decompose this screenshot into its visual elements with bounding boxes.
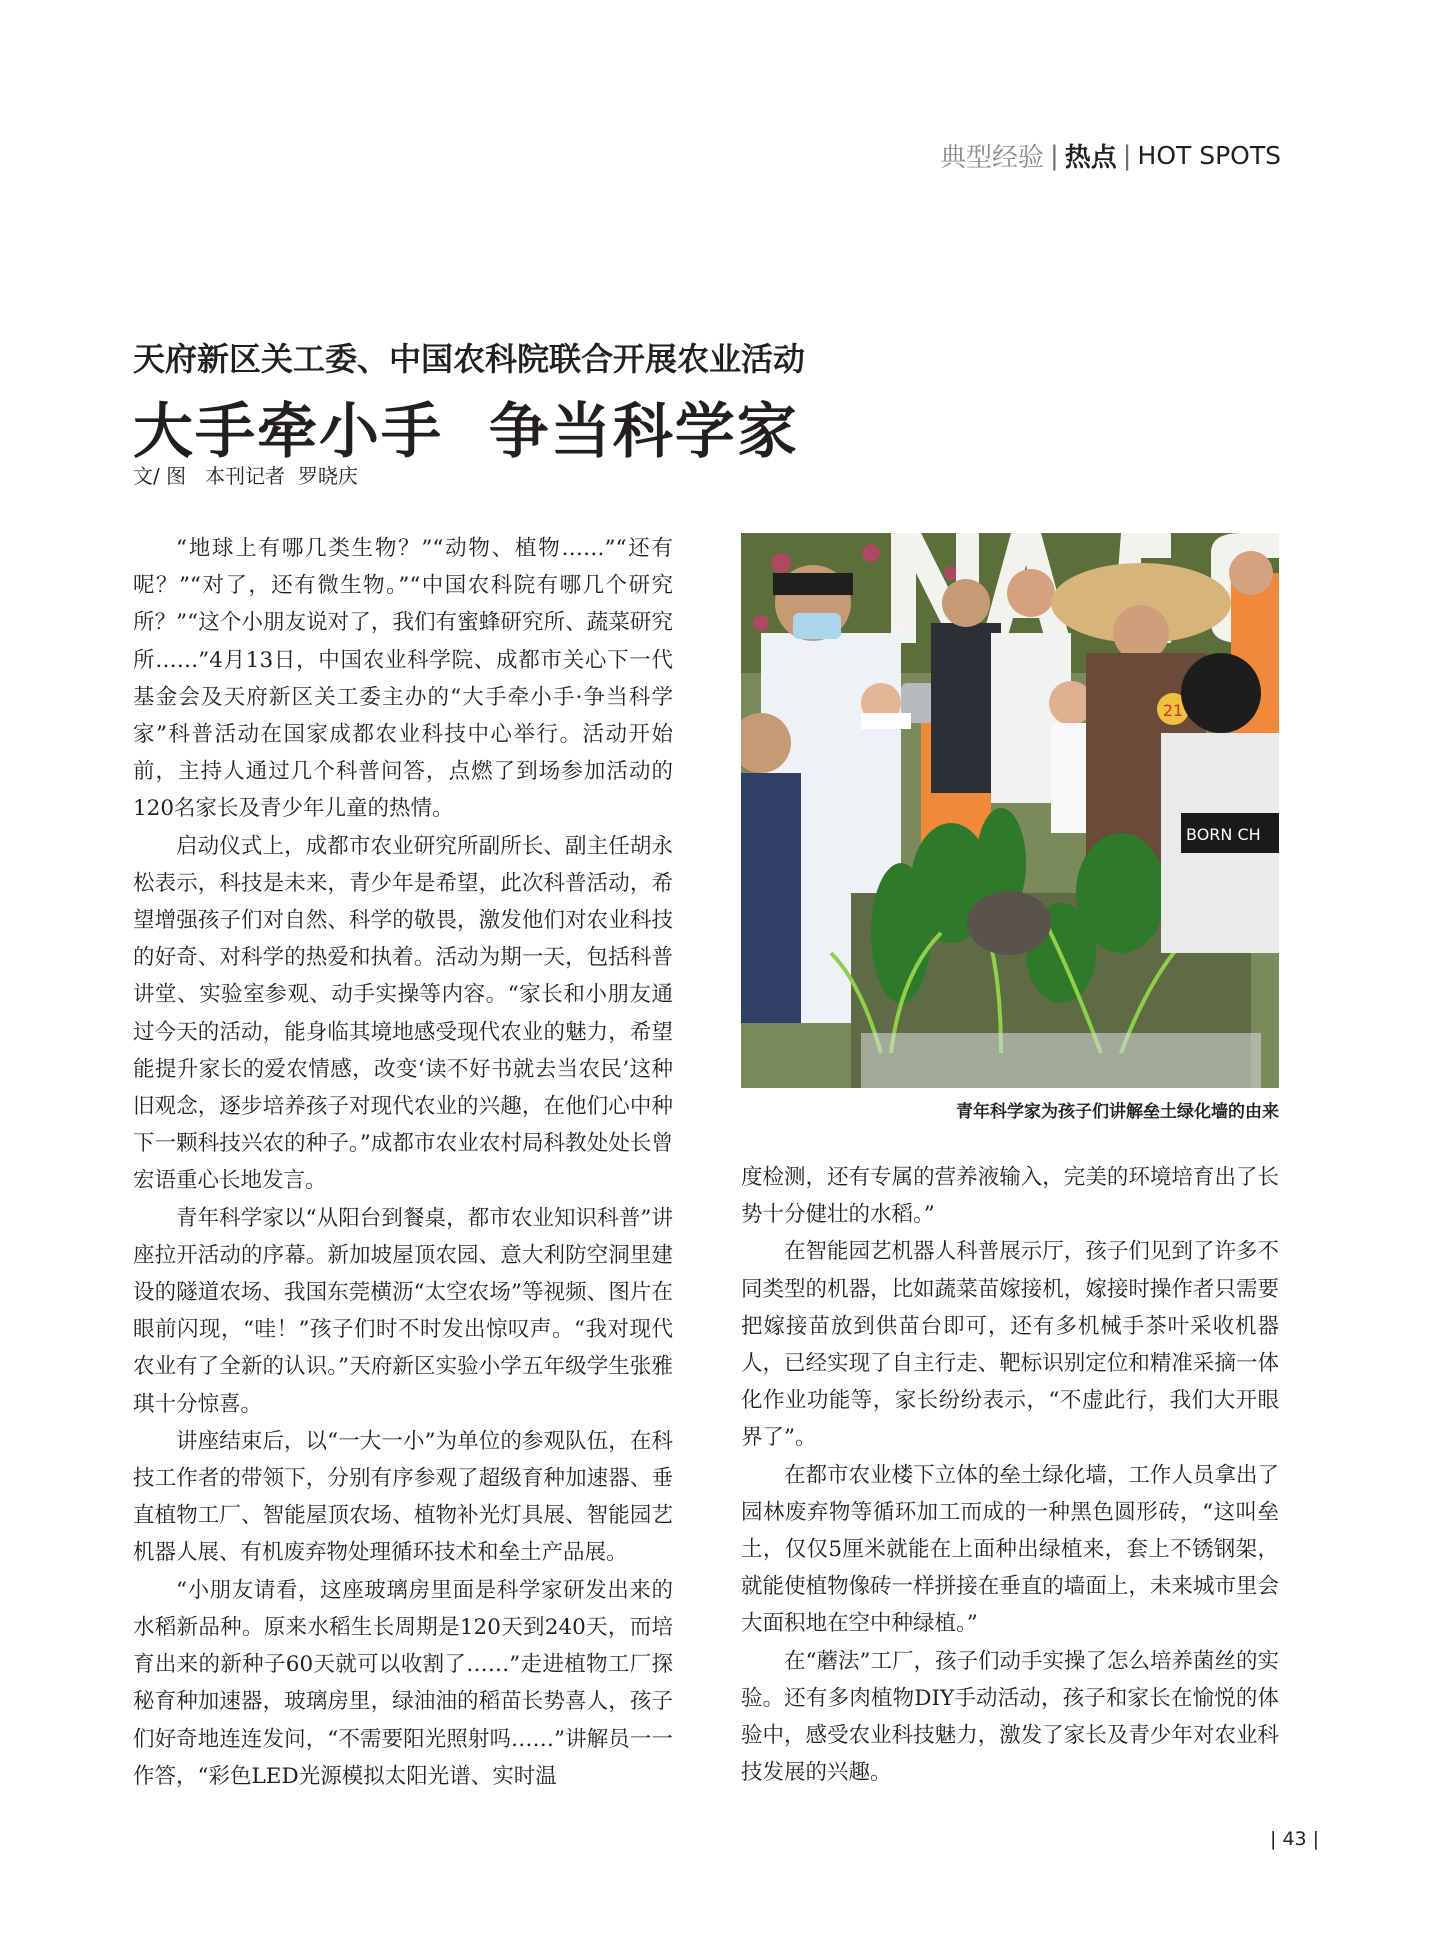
paragraph: “小朋友请看，这座玻璃房里面是科学家研发出来的水稻新品种。原来水稻生长周期是120天到240天，而培育出来的新种子60天就可以收割了……”走进植物工厂探秘育种加速器，玻璃房里，绿油油的稻苗长势喜人，孩子们好奇地连连发问，“不需要阳光照射吗……”讲解员一一作答，“彩色LED光源模拟太阳光谱、实时温 [133, 1577, 673, 1789]
shirt-print: BORN CH [1186, 825, 1261, 844]
header-separator-2: | [1122, 140, 1132, 171]
photo-illustration [741, 533, 1279, 1088]
paragraph: 度检测，还有专属的营养液输入，完美的环境培育出了长势十分健壮的水稻。” [741, 1165, 1279, 1228]
paragraph: 在智能园艺机器人科普展示厅，孩子们见到了许多不同类型的机器，比如蔬菜苗嫁接机，嫁接时操作者只需要把嫁接苗放到供苗台即可，还有多机械手茶叶采收机器人，已经实现了自主行走、靶标识别定位和精准采摘一体化作业功能等，家长纷纷表示，“不虚此行，我们大开眼界了”。 [741, 1239, 1279, 1451]
right-column [741, 1159, 1279, 1791]
paragraph: 在“蘑法”工厂，孩子们动手实操了怎么培养菌丝的实验。还有多肉植物DIY手动活动，孩子和家长在愉悦的体验中，感受农业科技魅力，激发了家长及青少年对农业科技发展的兴趣。 [741, 1648, 1279, 1786]
section-header [940, 137, 1281, 174]
photo-caption: 青年科学家为孩子们讲解垒土绿化墙的由来 [956, 1102, 1279, 1122]
section-name: 典型经验 [939, 143, 1044, 173]
paragraph: 启动仪式上，成都市农业研究所副所长、副主任胡永松表示，科技是未来，青少年是希望，此次科普活动，希望增强孩子们对自然、科学的敬畏，激发他们对农业科技的好奇、对科学的热爱和执着。活动为期一天，包括科普讲堂、实验室参观、动手实操等内容。“家长和小朋友通过今天的活动，能身临其境地感受现代农业的魅力，希望能提升家长的爱农情感，改变‘读不好书就去当农民’这种旧观念，逐步培养孩子对现代农业的兴趣，在他们心中种下一颗科技兴农的种子。”成都市农业农村局科教处处长曾宏语重心长地发言。 [133, 833, 673, 1194]
left-column [133, 530, 673, 1795]
paragraph: 在都市农业楼下立体的垒土绿化墙，工作人员拿出了园林废弃物等循环加工而成的一种黑色圆形砖，“这叫垒土，仅仅5厘米就能在上面种出绿植来，套上不锈钢架，就能使植物像砖一样拼接在垂直的墙面上，未来城市里会大面积地在空中种绿植。” [741, 1462, 1279, 1637]
article-title-text: 大手牵小手 争当科学家 [133, 397, 799, 467]
hot-label-en: HOT SPOTS [1137, 141, 1281, 170]
hot-label: 热点 [1064, 143, 1117, 173]
byline [133, 460, 358, 489]
badge-number: 21 [1162, 701, 1184, 720]
header-separator: | [1049, 140, 1059, 171]
page-number: | 43 | [1270, 1828, 1320, 1850]
paragraph: “地球上有哪几类生物？”“动物、植物……”“还有呢？”“对了，还有微生物。”“中国农科院有哪几个研究所？”“这个小朋友说对了，我们有蜜蜂研究所、蔬菜研究所……”4月13日，中国农业科学院、成都市关心下一代基金会及天府新区关工委主办的“大手牵小手·争当科学家”科普活动在国家成都农业科技中心举行。活动开始前，主持人通过几个科普问答，点燃了到场参加活动的120名家长及青少年儿童的热情。 [133, 536, 673, 822]
paragraph: 青年科学家以“从阳台到餐桌，都市农业知识科普”讲座拉开活动的序幕。新加坡屋顶农园、意大利防空洞里建设的隧道农场、我国东莞横沥“太空农场”等视频、图片在眼前闪现，“哇！”孩子们时不时发出惊叹声。“我对现代农业有了全新的认识。”天府新区实验小学五年级学生张雅琪十分惊喜。 [133, 1205, 673, 1417]
paragraph: 讲座结束后，以“一大一小”为单位的参观队伍，在科技工作者的带领下，分别有序参观了超级育种加速器、垂直植物工厂、智能屋顶农场、植物补光灯具展、智能园艺机器人展、有机废弃物处理循环技术和垒土产品展。 [133, 1428, 673, 1566]
article-title [133, 384, 799, 470]
article-photo [741, 533, 1279, 1088]
byline-text: 文/ 图 本刊记者 罗晓庆 [133, 464, 358, 488]
article-subtitle: 天府新区关工委、中国农科院联合开展农业活动 [133, 340, 806, 378]
